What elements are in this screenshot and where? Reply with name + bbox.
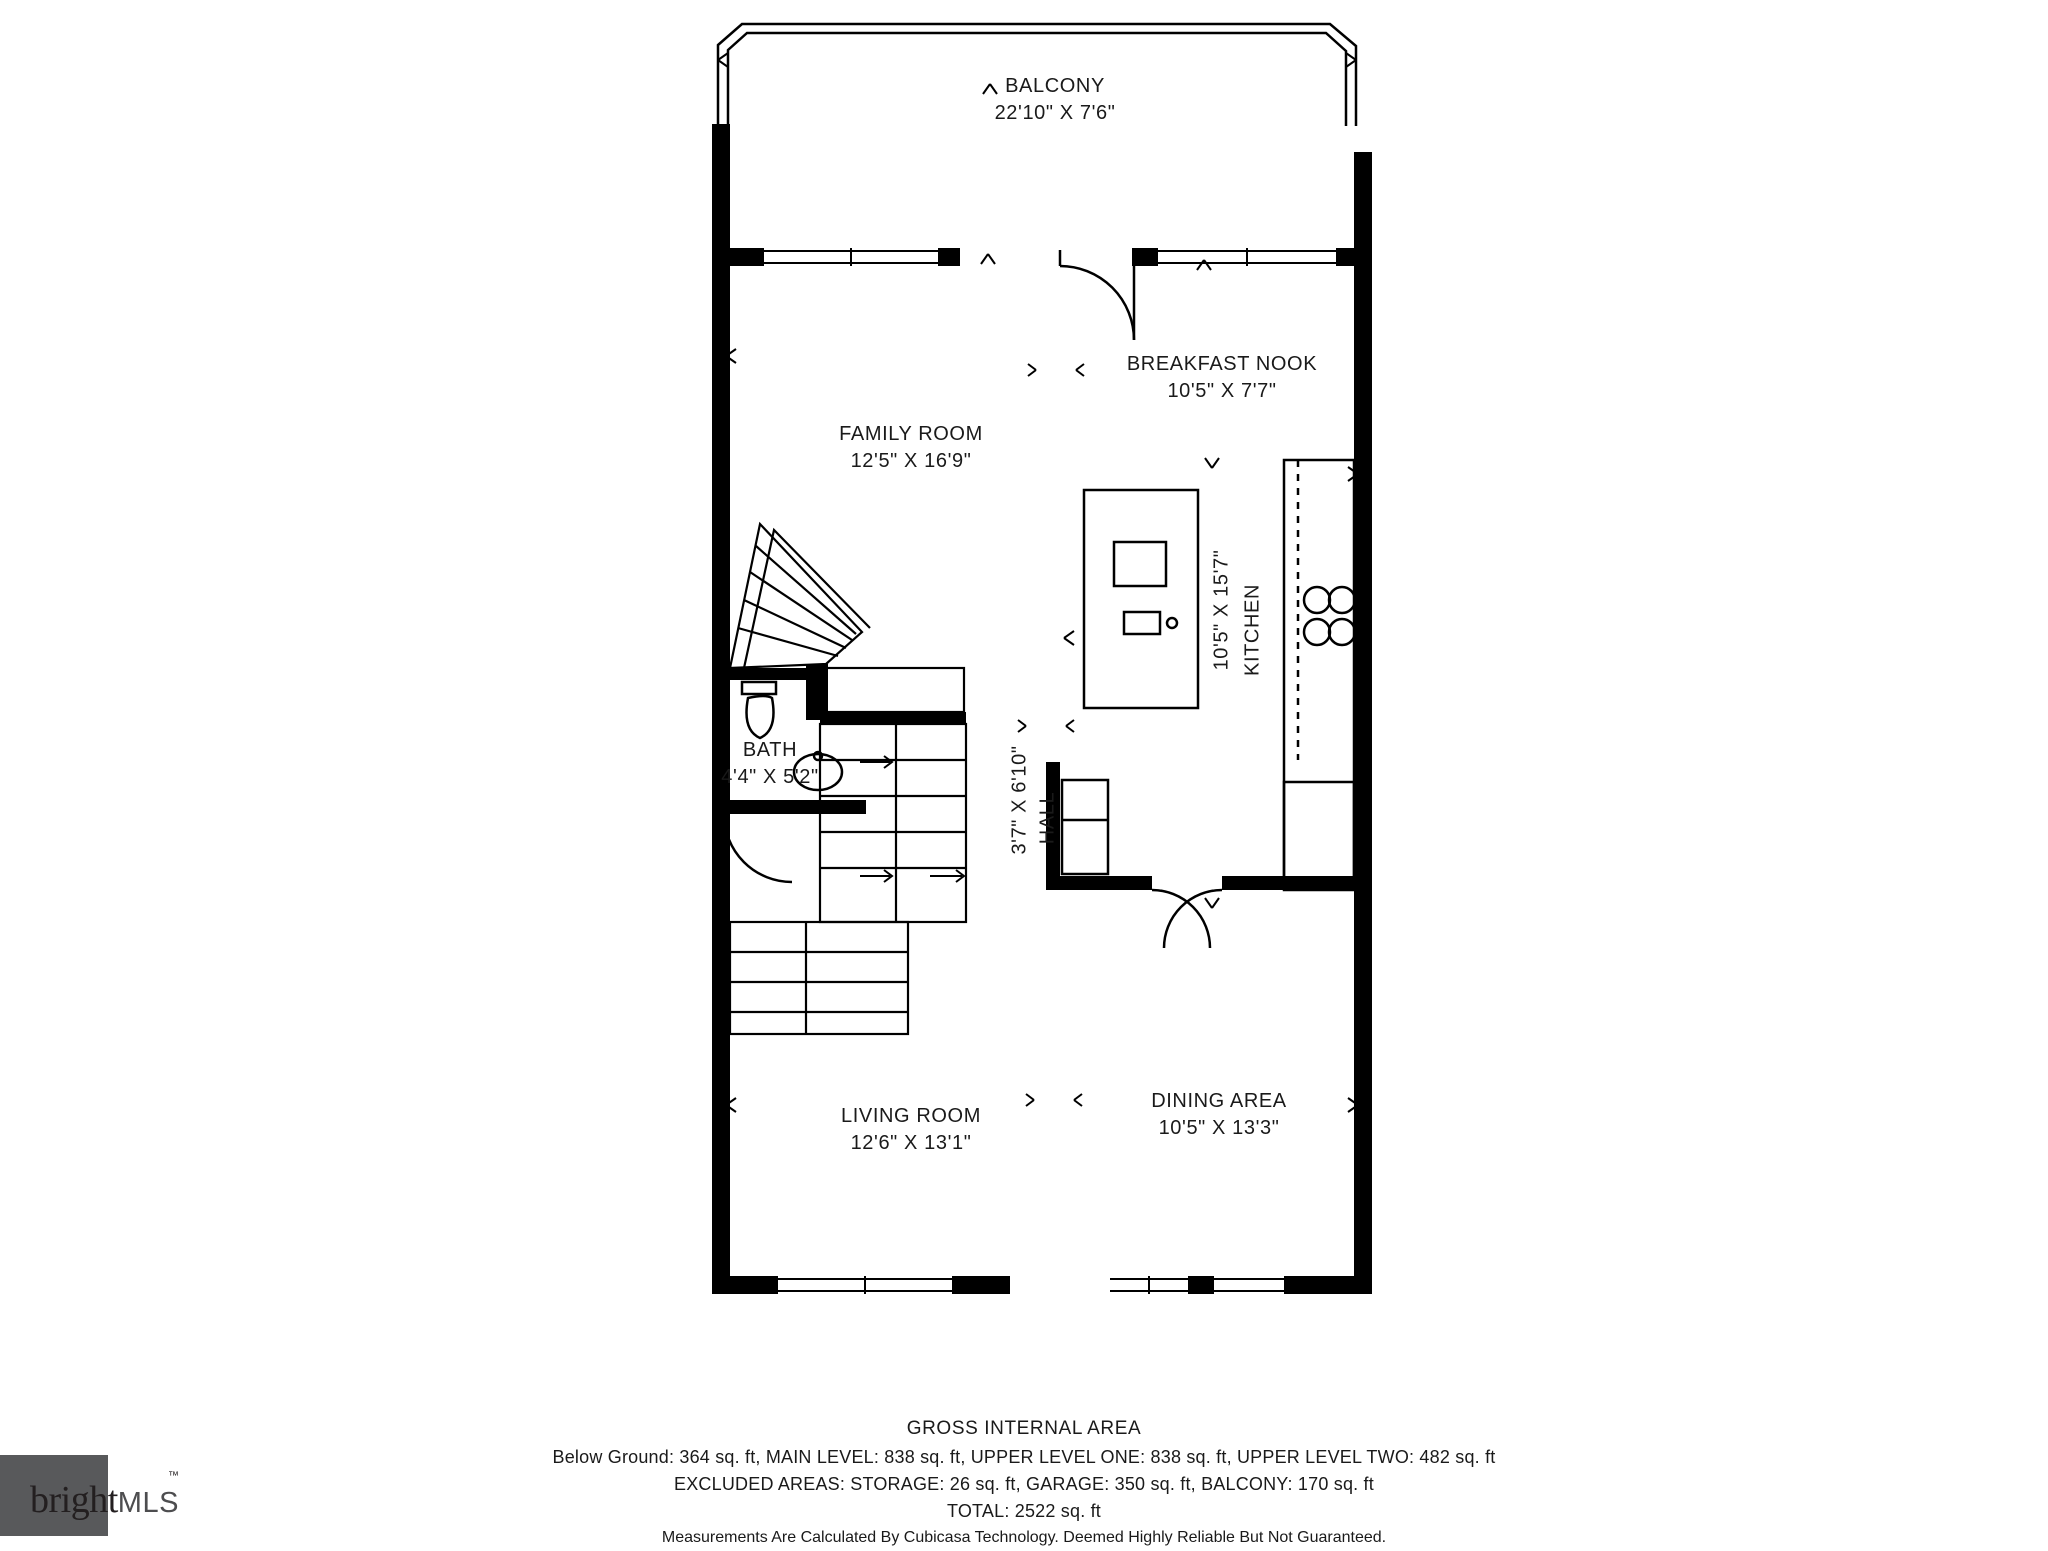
logo-suffix-text: MLS bbox=[117, 1487, 179, 1519]
kitchen-fixtures bbox=[1062, 460, 1355, 890]
logo-brand-text: bright bbox=[30, 1479, 118, 1521]
room-label-breakfast-nook bbox=[1127, 351, 1317, 405]
area-breakdown-line: Below Ground: 364 sq. ft, MAIN LEVEL: 838 sq. ft, UPPER LEVEL ONE: 838 sq. ft, UPPER LEVEL TWO: 482 sq. ft bbox=[552, 1447, 1496, 1467]
room-label-living-room bbox=[841, 1103, 981, 1157]
room-name: BATH bbox=[742, 739, 798, 761]
room-dimensions: 10'5" X 15'7" bbox=[1210, 549, 1233, 671]
room-dimensions-kitchen bbox=[1211, 550, 1234, 671]
room-label-kitchen bbox=[1242, 584, 1265, 676]
room-name: HALL bbox=[1036, 791, 1059, 845]
trademark-symbol: ™ bbox=[168, 1470, 179, 1482]
room-dimensions: 22'10" X 7'6" bbox=[994, 102, 1116, 124]
room-name: LIVING ROOM bbox=[841, 1105, 981, 1127]
room-dimensions: 4'4" X 5'2" bbox=[721, 766, 819, 788]
room-dimensions: 3'7" X 6'10" bbox=[1008, 745, 1031, 855]
room-dimensions: 12'6" X 13'1" bbox=[850, 1132, 972, 1154]
brightmls-logo bbox=[30, 1478, 179, 1522]
room-label-balcony bbox=[995, 73, 1116, 127]
room-label-family-room bbox=[839, 421, 983, 475]
balcony-door bbox=[1060, 250, 1134, 340]
room-dimensions-hall bbox=[1009, 745, 1032, 854]
excluded-areas-line: EXCLUDED AREAS: STORAGE: 26 sq. ft, GARAGE: 350 sq. ft, BALCONY: 170 sq. ft bbox=[674, 1474, 1374, 1494]
room-name: BALCONY bbox=[1005, 75, 1105, 97]
room-name: BREAKFAST NOOK bbox=[1126, 353, 1318, 375]
gross-internal-area-heading: GROSS INTERNAL AREA bbox=[906, 1418, 1142, 1439]
room-name: DINING AREA bbox=[1151, 1090, 1287, 1112]
room-name: FAMILY ROOM bbox=[839, 423, 983, 445]
room-dimensions: 10'5" X 7'7" bbox=[1167, 380, 1277, 402]
room-name: KITCHEN bbox=[1241, 584, 1264, 676]
room-label-hall bbox=[1037, 792, 1060, 844]
total-area-line: TOTAL: 2522 sq. ft bbox=[946, 1501, 1101, 1521]
room-label-bath bbox=[721, 737, 818, 791]
footer-area-summary bbox=[0, 1418, 2048, 1551]
room-label-dining-area bbox=[1151, 1088, 1287, 1142]
disclaimer-text: Measurements Are Calculated By Cubicasa Technology. Deemed Highly Reliable But Not Guaranteed. bbox=[661, 1529, 1387, 1546]
room-dimensions: 12'5" X 16'9" bbox=[850, 450, 972, 472]
room-dimensions: 10'5" X 13'3" bbox=[1158, 1117, 1280, 1139]
